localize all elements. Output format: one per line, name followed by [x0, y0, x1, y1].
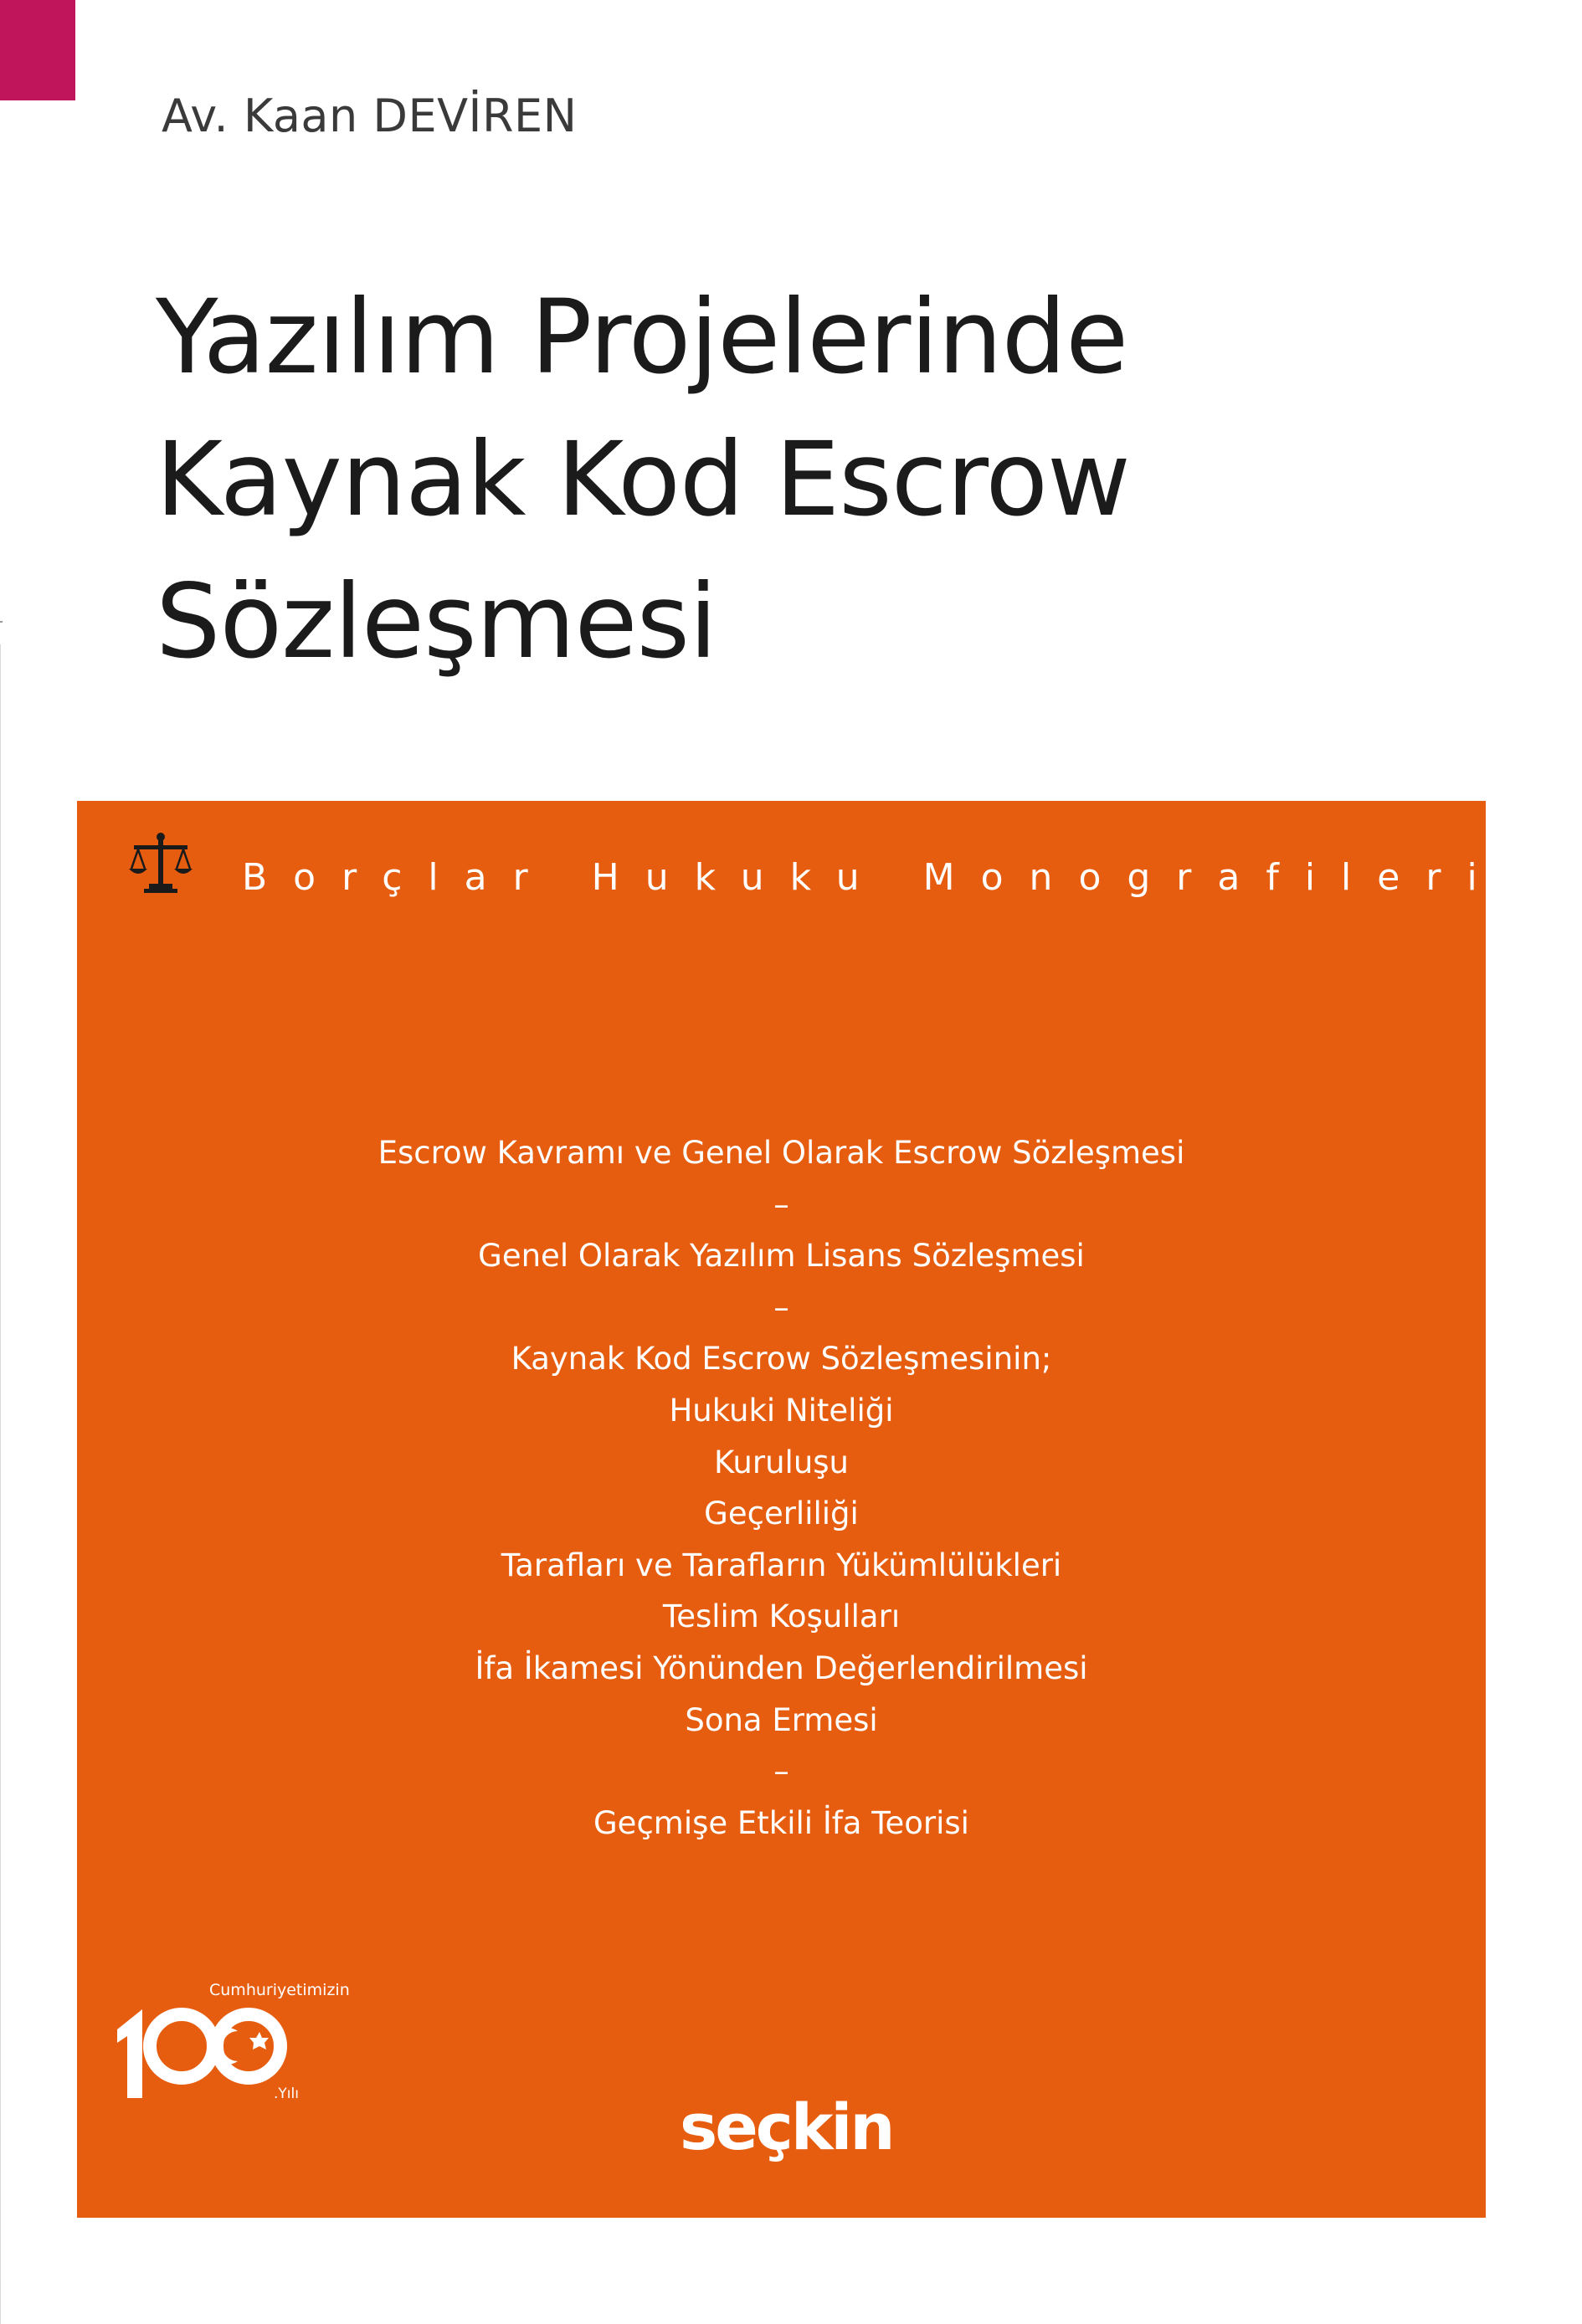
- topic-line: Escrow Kavramı ve Genel Olarak Escrow Sözleşmesi: [378, 1135, 1185, 1171]
- topic-line: Tarafları ve Tarafların Yükümlülükleri: [501, 1547, 1062, 1583]
- topic-line: Teslim Koşulları: [662, 1598, 901, 1635]
- badge-bottom-text: .Yılı: [274, 2085, 299, 2102]
- spine-edge-line: [0, 644, 1, 2324]
- topic-line: İfa İkamesi Yönünden Değerlendirilmesi: [475, 1649, 1088, 1686]
- topic-line: Sona Ermesi: [685, 1701, 878, 1738]
- topics-list: [77, 1127, 1486, 1849]
- series-name: Borçlar Hukuku Monografileri: [242, 856, 1503, 899]
- topic-line: Genel Olarak Yazılım Lisans Sözleşmesi: [478, 1238, 1085, 1275]
- topic-separator: –: [773, 1289, 789, 1326]
- scales-of-justice-icon: [127, 830, 194, 897]
- orange-cover-panel: [77, 801, 1503, 2218]
- topic-line: Geçerliliği: [704, 1495, 859, 1532]
- corner-color-tab: [0, 0, 75, 100]
- author-name: Av. Kaan DEVİREN: [162, 90, 578, 142]
- topic-separator: –: [773, 1753, 789, 1790]
- title-line-2: Kaynak Kod Escrow: [156, 420, 1130, 539]
- topic-separator: –: [773, 1186, 789, 1223]
- topic-line: Kuruluşu: [714, 1444, 849, 1480]
- topic-line: Kaynak Kod Escrow Sözleşmesinin;: [511, 1341, 1052, 1377]
- publisher-logo: seçkin: [680, 2090, 893, 2164]
- title-line-3: Sözleşmesi: [156, 562, 717, 681]
- topic-line: Geçmişe Etkili İfa Teorisi: [593, 1804, 969, 1841]
- republic-100th-year-logo: [110, 1998, 311, 2098]
- badge-top-text: Cumhuriyetimizin: [209, 1981, 350, 1999]
- book-title: [156, 266, 1130, 693]
- topic-line: Hukuki Niteliği: [669, 1392, 894, 1429]
- title-line-1: Yazılım Projelerinde: [156, 278, 1128, 397]
- republic-100th-year-badge: [110, 1981, 350, 2115]
- spine-tick-mark: [0, 621, 3, 623]
